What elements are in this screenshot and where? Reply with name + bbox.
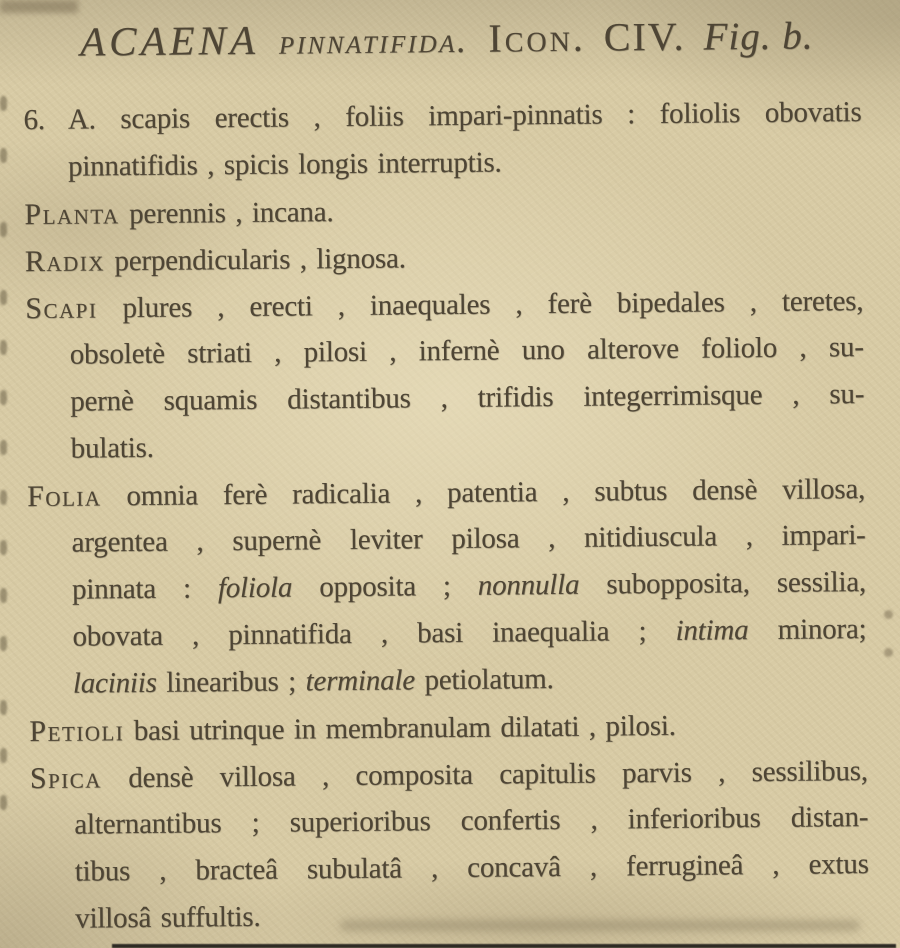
text-segment: pinnatifidis , spicis longis interruptis. xyxy=(67,146,502,183)
text-line xyxy=(0,371,900,427)
lead-word-scapi: Scapi xyxy=(25,291,98,326)
text-segment: obovata , pinnatifida , basi inaequalia ; xyxy=(72,614,676,653)
text-line xyxy=(4,747,900,803)
italic-term-laciniis: laciniis xyxy=(72,666,157,700)
text-segment: alternantibus ; superioribus confertis , inferioribus distan- xyxy=(74,801,869,841)
title-figure-ref: Fig. b. xyxy=(703,14,814,59)
text-line xyxy=(0,183,899,239)
lead-word-spica: Spica xyxy=(29,761,103,796)
text-line xyxy=(3,653,900,709)
page-edge-shadow xyxy=(112,944,896,948)
text-line xyxy=(1,465,900,521)
italic-term-nonnulla: nonnulla xyxy=(477,568,580,602)
text-segment: omnia ferè radicalia , patentia , subtus densè villosa, xyxy=(101,473,866,513)
text-line xyxy=(5,841,900,897)
text-segment: minora; xyxy=(748,613,867,647)
text-segment: tibus , bracteâ subulatâ , concavâ , ferrugineâ , extus xyxy=(74,848,869,888)
text-segment: subopposita, sessilia, xyxy=(579,566,867,601)
title-icon-numeral: CIV. xyxy=(603,13,686,60)
text-segment: pernè squamis distantibus , trifidis integerrimisque , su- xyxy=(70,378,865,418)
text-segment: basi utrinque in membranulam dilatati , pilosi. xyxy=(124,709,676,748)
italic-term-intima: intima xyxy=(675,614,749,647)
lead-word-folia: Folia xyxy=(26,479,102,514)
text-segment: bulatis. xyxy=(70,431,154,465)
lead-word-planta: Planta xyxy=(24,197,120,232)
text-line xyxy=(4,794,900,850)
text-line xyxy=(0,136,898,192)
text-segment: linearibus ; xyxy=(156,665,306,699)
text-segment: obsoletè striati , pilosi , infernè uno alterove foliolo , su- xyxy=(69,331,864,371)
title-genus: ACAENA xyxy=(79,16,260,65)
text-line xyxy=(5,888,900,944)
title-icon-ref: Icon. xyxy=(488,14,587,61)
text-line xyxy=(0,89,898,145)
text-segment: pinnata : xyxy=(71,572,219,606)
text-line xyxy=(2,559,900,615)
text-segment: petiolatum. xyxy=(414,663,554,697)
text-segment: argentea , supernè leviter pilosa , nitidiuscula , impari- xyxy=(71,519,866,559)
text-segment: plures , erecti , inaequales , ferè bipedales , teretes, xyxy=(97,285,864,325)
text-segment: perpendicularis , lignosa. xyxy=(104,242,406,278)
text-segment: densè villosa , composita capitulis parvis , sessilibus, xyxy=(101,755,868,795)
lead-word-petioli: Petioli xyxy=(29,714,125,749)
italic-term-foliola: foliola xyxy=(217,571,293,605)
text-segment: perennis , incana. xyxy=(119,196,334,231)
title-species: pinnatifida. xyxy=(278,19,469,62)
text-line xyxy=(0,230,899,286)
text-segment: opposita ; xyxy=(292,569,478,604)
lead-word-radix: Radix xyxy=(24,244,106,279)
text-segment: villosâ suffultis. xyxy=(75,900,261,935)
italic-term-terminale: terminale xyxy=(305,664,416,698)
text-line xyxy=(3,700,900,756)
page-title xyxy=(0,0,897,97)
text-line xyxy=(2,606,900,662)
text-line xyxy=(1,512,900,568)
text-line xyxy=(0,418,900,474)
text-segment: 6. A. scapis erectis , foliis impari-pinnatis : foliolis obovatis xyxy=(23,96,862,137)
